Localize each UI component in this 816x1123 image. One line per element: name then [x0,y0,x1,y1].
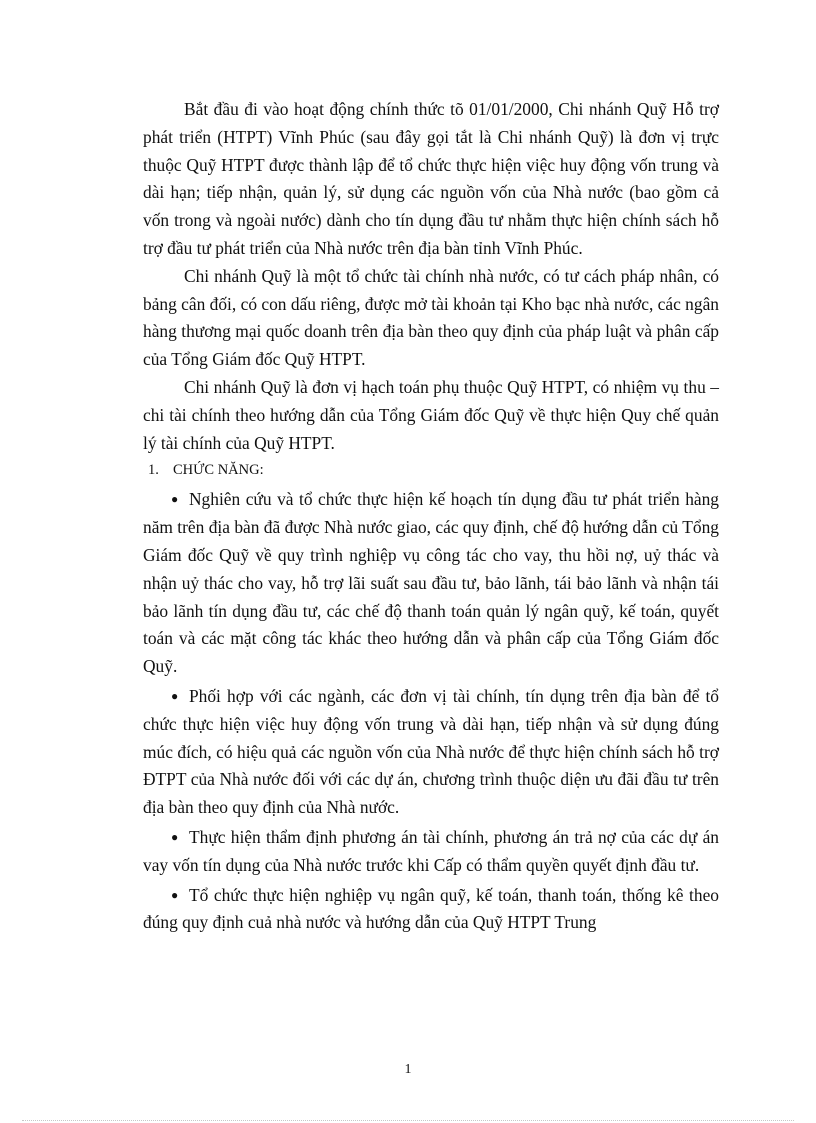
paragraph-intro: Bắt đầu đi vào hoạt động chính thức tõ 01/01/2000, Chi nhánh Quỹ Hỗ trợ phát triển (HTPT) Vĩnh Phúc (sau đây gọi tắt là Chi nhánh Quỹ) là đơn vị trực thuộc Quỹ HTPT được thành lập để tổ chức thực hiện việc huy động vốn trung và dài hạn; tiếp nhận, quản lý, sử dụng các nguồn vốn của Nhà nước (bao gồm cả vốn trong và ngoài nước) dành cho tín dụng đầu tư nhằm thực hiện chính sách hỗ trợ đầu tư phát triển của Nhà nước trên địa bàn tỉnh Vĩnh Phúc. [143,99,719,258]
bullet-item-research [143,486,719,681]
section-heading [143,457,719,484]
bullet-text: Nghiên cứu và tổ chức thực hiện kế hoạch tín dụng đầu tư phát triển hàng năm trên địa bàn đã được Nhà nước giao, các quy định, chế độ hướng dẫn củ Tổng Giám đốc Quỹ về quy trình nghiệp vụ công tác cho vay, thu hồi nợ, uỷ thác và nhận uỷ thác cho vay, hỗ trợ lãi suất sau đầu tư, bảo lãnh, tái bảo lãnh và nhận tái bảo lãnh tín dụng đầu tư, các chế độ thanh toán quản lý ngân quỹ, kế toán, quyết toán và các mặt công tác khác theo hướng dẫn và phân cấp của Tổng Giám đốc Quỹ. [143,489,719,677]
bullet-text: Thực hiện thẩm định phương án tài chính, phương án trả nợ của các dự án vay vốn tín dụng của Nhà nước trước khi Cấp có thẩm quyền quyết định đầu tư. [143,826,719,875]
paragraph-accounting: Chi nhánh Quỹ là đơn vị hạch toán phụ thuộc Quỹ HTPT, có nhiệm vụ thu – chi tài chính theo hướng dẫn của Tổng Giám đốc Quỹ về thực hiện Quy chế quản lý tài chính của Quỹ HTPT. [143,376,719,453]
bullet-dot-icon: ● [171,688,179,703]
bullet-text: Phối hợp với các ngành, các đơn vị tài chính, tín dụng trên địa bàn để tổ chức thực hiện việc huy động vốn trung và dài hạn, tiếp nhận và sử dụng đúng múc đích, có hiệu quả các nguồn vốn của Nhà nước để thực hiện chính sách hỗ trợ ĐTPT của Nhà nước đối với các dự án, chương trình thuộc diện ưu đãi đầu tư trên địa bàn theo quy định của Nhà nước. [143,685,719,818]
bullet-dot-icon: ● [171,492,179,507]
bullet-item-appraisal [143,824,719,880]
document-body [143,96,719,937]
page-bottom-divider [22,1120,794,1121]
bullet-text: Tổ chức thực hiện nghiệp vụ ngân quỹ, kế toán, thanh toán, thống kê theo đúng quy định cuả nhà nước và hướng dẫn của Quỹ HTPT Trung [143,884,719,933]
bullet-dot-icon: ● [171,887,179,902]
bullet-dot-icon: ● [171,829,179,844]
paragraph-legal-status: Chi nhánh Quỹ là một tổ chức tài chính nhà nước, có tư cách pháp nhân, có bảng cân đối, có con dấu riêng, được mở tài khoản tại Kho bạc nhà nước, các ngân hàng thương mại quốc doanh trên địa bàn theo quy định của pháp luật và phân cấp của Tổng Giám đốc Quỹ HTPT. [143,265,719,370]
section-number: 1. [148,462,159,479]
bullet-item-treasury [143,882,719,938]
bullet-item-coordination [143,683,719,822]
page-number: 1 [404,1062,412,1077]
section-title: CHỨC NĂNG: [173,462,264,479]
